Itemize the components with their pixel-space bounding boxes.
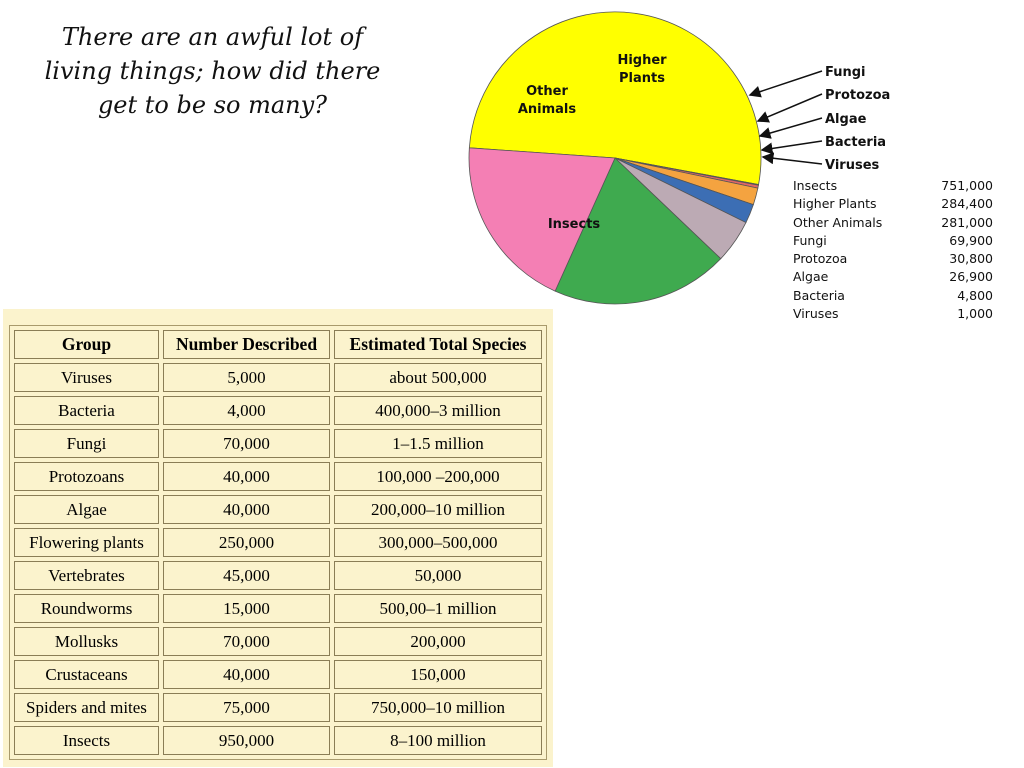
- table-cell: 100,000 –200,000: [334, 462, 542, 491]
- legend-label: Insects: [793, 178, 838, 193]
- table-row: [14, 396, 542, 425]
- callout-arrow-viruses: [763, 157, 822, 164]
- pie-label-higher-plants: Higher Plants: [617, 53, 667, 86]
- legend-value: 1,000: [957, 306, 993, 322]
- table-cell: Viruses: [14, 363, 159, 392]
- callout-label-bacteria: Bacteria: [825, 135, 887, 150]
- table-cell: 45,000: [163, 561, 330, 590]
- table-cell: Insects: [14, 726, 159, 755]
- table-cell: 250,000: [163, 528, 330, 557]
- table-cell: 200,000: [334, 627, 542, 656]
- callout-label-protozoa: Protozoa: [825, 88, 891, 103]
- callout-arrow-bacteria: [762, 141, 822, 150]
- table-cell: Crustaceans: [14, 660, 159, 689]
- callout-label-fungi: Fungi: [825, 65, 866, 80]
- legend-label: Viruses: [793, 306, 839, 322]
- table-cell: 40,000: [163, 495, 330, 524]
- table-cell: 950,000: [163, 726, 330, 755]
- table-row: [14, 462, 542, 491]
- legend-value: 751,000: [941, 178, 993, 193]
- table-row: [14, 693, 542, 722]
- legend-row: [793, 177, 993, 195]
- legend-row: [793, 232, 993, 250]
- callout-arrow-fungi: [750, 71, 822, 95]
- table-header-cell: Group: [14, 330, 159, 359]
- pie-legend: [793, 177, 993, 323]
- table-row: [14, 627, 542, 656]
- table-cell: Protozoans: [14, 462, 159, 491]
- legend-row: [793, 268, 993, 286]
- table-row: [14, 561, 542, 590]
- table-row: [14, 594, 542, 623]
- table-cell: Roundworms: [14, 594, 159, 623]
- legend-row: [793, 195, 993, 213]
- table-cell: 5,000: [163, 363, 330, 392]
- table-cell: Vertebrates: [14, 561, 159, 590]
- table-cell: 400,000–3 million: [334, 396, 542, 425]
- legend-label: Bacteria: [793, 287, 845, 303]
- table-row: [14, 726, 542, 755]
- table-row: [14, 429, 542, 458]
- legend-row: [793, 305, 993, 323]
- table-cell: Fungi: [14, 429, 159, 458]
- table-cell: 200,000–10 million: [334, 495, 542, 524]
- callout-label-viruses: Viruses: [825, 158, 880, 173]
- table-cell: 150,000: [334, 660, 542, 689]
- legend-row: [793, 287, 993, 305]
- table-cell: 75,000: [163, 693, 330, 722]
- table-cell: 500,00–1 million: [334, 594, 542, 623]
- pie-label-other-animals: Other Animals: [517, 84, 577, 117]
- table-cell: 750,000–10 million: [334, 693, 542, 722]
- legend-value: 30,800: [949, 251, 993, 267]
- species-table: [9, 325, 547, 760]
- table-cell: Algae: [14, 495, 159, 524]
- table-cell: 8–100 million: [334, 726, 542, 755]
- legend-value: 26,900: [949, 269, 993, 285]
- table-cell: 50,000: [334, 561, 542, 590]
- table-cell: about 500,000: [334, 363, 542, 392]
- legend-value: 4,800: [957, 287, 993, 303]
- slide-title: There are an awful lot of living things; how did there get to be so many?: [44, 23, 381, 119]
- callout-arrow-algae: [760, 118, 822, 136]
- table-row: [14, 660, 542, 689]
- legend-value: 284,400: [941, 196, 993, 212]
- table-cell: 300,000–500,000: [334, 528, 542, 557]
- pie-label-insects: Insects: [547, 217, 601, 232]
- table-cell: Spiders and mites: [14, 693, 159, 722]
- table-cell: 70,000: [163, 429, 330, 458]
- table-cell: 1–1.5 million: [334, 429, 542, 458]
- legend-value: 69,900: [949, 232, 993, 248]
- legend-label: Fungi: [793, 232, 827, 248]
- table-cell: 15,000: [163, 594, 330, 623]
- table-row: [14, 528, 542, 557]
- legend-label: Algae: [793, 269, 829, 285]
- table-cell: Bacteria: [14, 396, 159, 425]
- legend-row: [793, 250, 993, 268]
- legend-label: Other Animals: [793, 214, 883, 230]
- legend-row: [793, 214, 993, 232]
- table-cell: Flowering plants: [14, 528, 159, 557]
- table-cell: 40,000: [163, 462, 330, 491]
- table-row: [14, 363, 542, 392]
- table-cell: Mollusks: [14, 627, 159, 656]
- legend-label: Higher Plants: [793, 196, 877, 212]
- callout-label-algae: Algae: [825, 112, 867, 127]
- table-row: [14, 495, 542, 524]
- table-cell: 4,000: [163, 396, 330, 425]
- legend-value: 281,000: [941, 214, 993, 230]
- callout-arrow-protozoa: [758, 94, 822, 121]
- table-cell: 40,000: [163, 660, 330, 689]
- table-cell: 70,000: [163, 627, 330, 656]
- table-header-cell: Number Described: [163, 330, 330, 359]
- table-header-cell: Estimated Total Species: [334, 330, 542, 359]
- species-table-panel: [3, 309, 553, 767]
- legend-label: Protozoa: [793, 251, 848, 267]
